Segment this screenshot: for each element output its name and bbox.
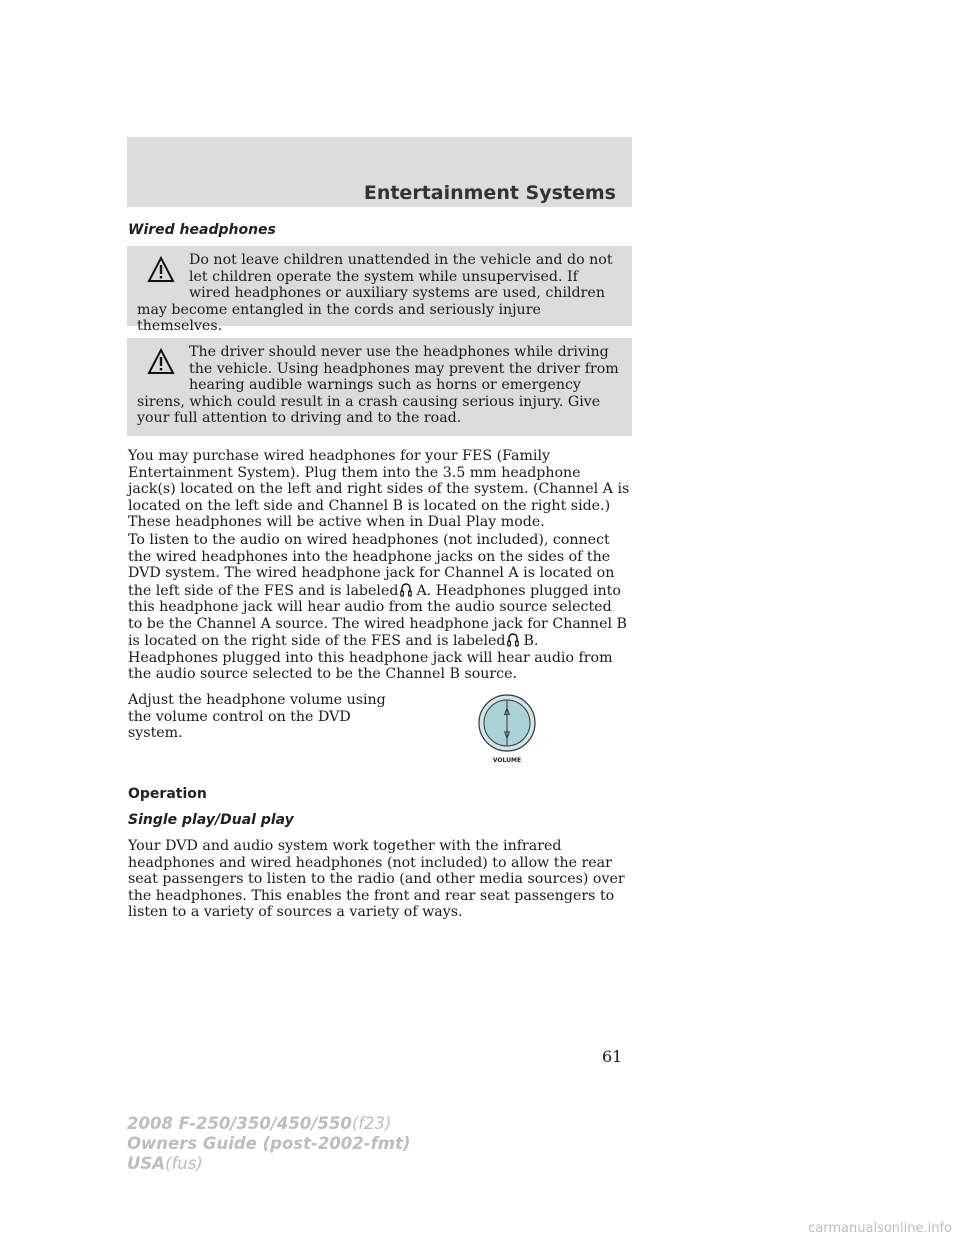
footer-model-line (127, 1114, 392, 1133)
headphone-icon (400, 582, 412, 598)
paragraph-single-dual-play: Your DVD and audio system work together with the infrared headphones and wired headphones (not included) to allow the rear seat passengers to listen to the radio (and other media sources) over the headphones. This enables the front and rear seat passengers to listen to a variety of sources a variety of ways. (128, 838, 625, 920)
subheading-single-dual-play: Single play/Dual play (128, 812, 294, 828)
page-number: 61 (602, 1047, 623, 1066)
footer-region-line (127, 1154, 203, 1173)
warning-triangle-icon (147, 348, 175, 376)
footer-model-code: (f23) (351, 1114, 392, 1133)
volume-knob-label: VOLUME (492, 757, 522, 764)
footer-region-code: (fus) (165, 1154, 203, 1173)
paragraph-text: To listen to the audio on wired headphones (not included), connect the wired headphones into the headphone jacks on the sides of the DVD system. The wired headphone jack for Channel A is located on the left side of the FES and is labeled (128, 532, 615, 599)
headphone-icon (507, 632, 519, 648)
volume-up-symbol: Δ (503, 708, 511, 718)
section-heading-operation: Operation (128, 786, 207, 802)
footer-model: 2008 F-250/350/450/550 (127, 1114, 352, 1133)
paragraph-text: B. Headphones plugged into this headphone jack will hear audio from the audio source selected to be the Channel B source. (128, 633, 613, 682)
volume-knob-icon (474, 694, 540, 752)
paragraph-volume-adjust: Adjust the headphone volume using the volume control on the DVD system. (128, 692, 386, 741)
warning-box (127, 338, 632, 436)
paragraph-wired-purchase: You may purchase wired headphones for your FES (Family Entertainment System). Plug them into the 3.5 mm headphone jack(s) located on the left and right sides of the system. (Channel A is located on the left side and Channel B is located on the right side.) These headphones will be active when in Dual Play mode. (128, 448, 630, 530)
footer-region: USA (127, 1154, 166, 1173)
volume-down-symbol: ∇ (503, 731, 511, 741)
volume-knob-illustration (474, 694, 540, 764)
watermark: carmanualsonline.info (808, 1221, 952, 1236)
header-band (127, 137, 632, 207)
warning-triangle-icon (147, 256, 175, 284)
paragraph-text: A. Headphones plugged into this headphone jack will hear audio from the audio source selected to be the Channel A source. The wired headphone jack for Channel B is located on the right side of the FES and is labeled (128, 582, 627, 649)
warning-box (127, 246, 632, 334)
warning-text: The driver should never use the headphones while driving the vehicle. Using headphones may prevent the driver from hearing audible warnings such as horns or emergency sirens, which could result in a crash causing serious injury. Give your full attention to driving and to the road. (137, 344, 619, 426)
section-heading-wired-headphones: Wired headphones (128, 222, 276, 238)
warning-text: Do not leave children unattended in the vehicle and do not let children operate the system while unsupervised. If wired headphones or auxiliary systems are used, children may become entangled in the cords and seriously injure themselves. (137, 252, 613, 334)
page-section-title: Entertainment Systems (363, 182, 616, 204)
paragraph-wired-listen (128, 532, 630, 683)
footer-guide-line: Owners Guide (post-2002-fmt) (127, 1134, 411, 1153)
